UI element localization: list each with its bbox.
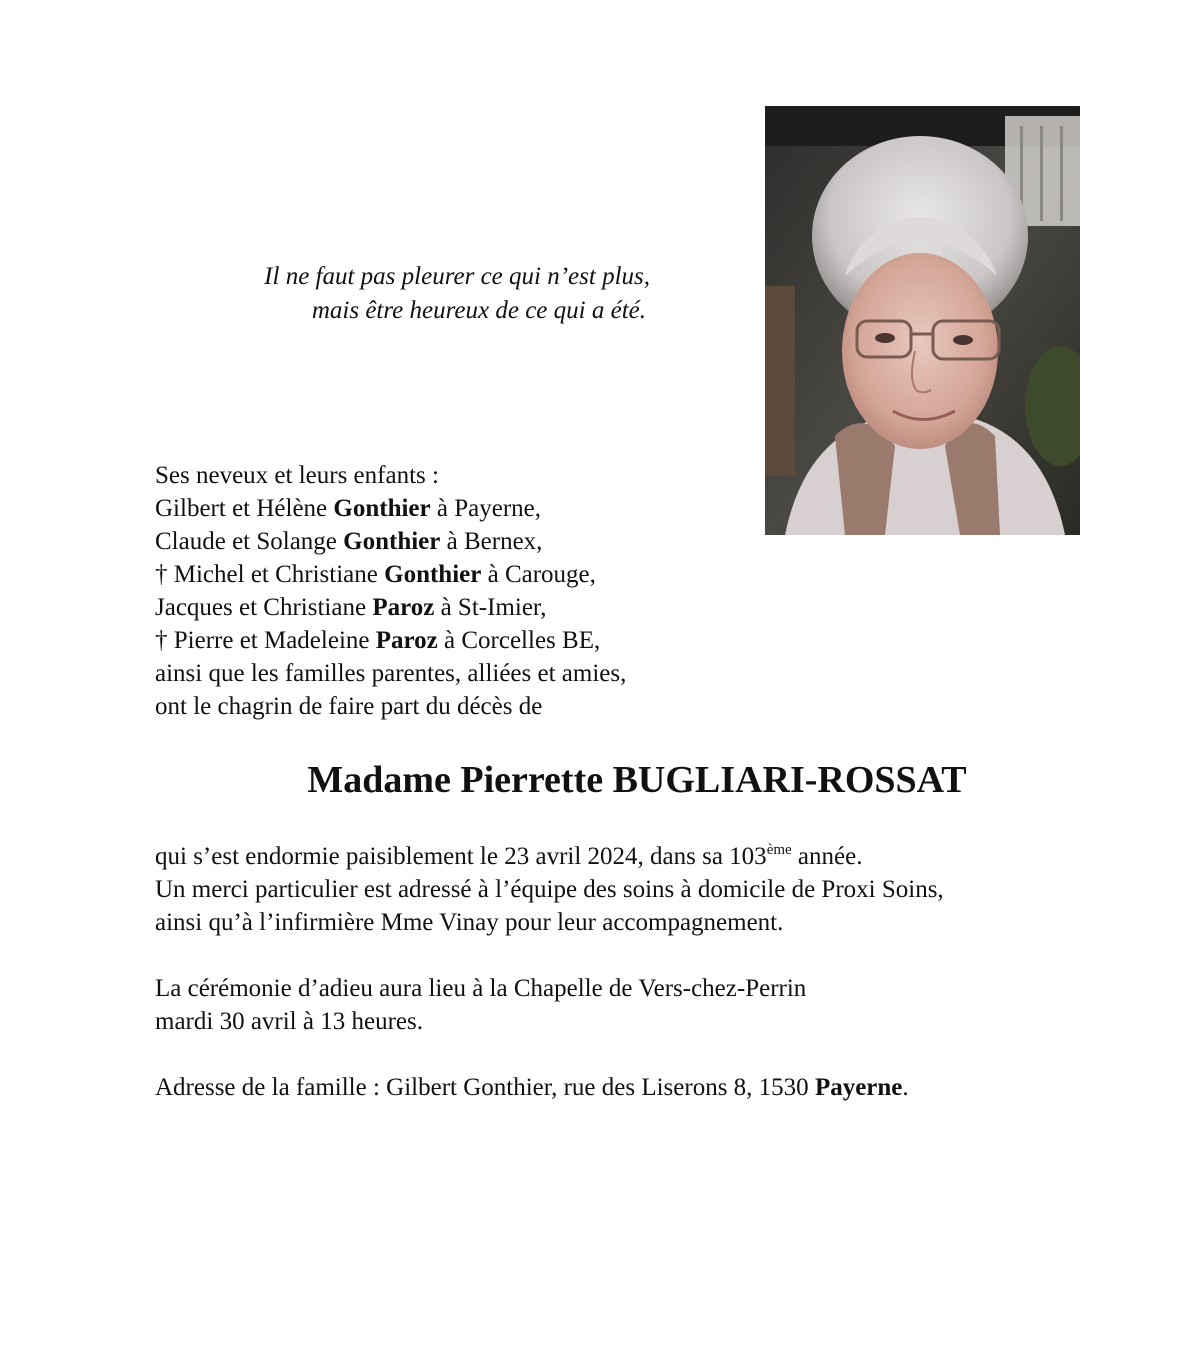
family-member (155, 525, 775, 558)
passing-date: qui s’est endormie paisiblement le 23 avril 2024, dans sa 103 (155, 843, 767, 870)
family-intro: Ses neveux et leurs enfants : (155, 462, 439, 489)
family-announcement (155, 459, 775, 723)
passing-paragraph (155, 840, 1115, 939)
notice-body (155, 840, 1115, 1137)
family-announce: ont le chagrin de faire part du décès de (155, 693, 543, 720)
ceremony-paragraph (155, 972, 1115, 1038)
member-names: Claude et Solange (155, 528, 344, 555)
quote-line-1: Il ne faut pas pleurer ce qui n’est plus, (264, 263, 650, 290)
member-names: † Pierre et Madeleine (155, 627, 376, 654)
address-city: Payerne (814, 1074, 903, 1101)
passing-line-3: ainsi qu’à l’infirmière Mme Vinay pour leur accompagnement. (155, 909, 784, 936)
member-surname: Gonthier (333, 495, 431, 522)
member-location: à Corcelles BE, (437, 627, 601, 654)
ceremony-line-2: mardi 30 avril à 13 heures. (155, 1008, 423, 1035)
member-names: Gilbert et Hélène (155, 495, 334, 522)
epigraph-quote (150, 260, 650, 328)
quote-line-2: mais être heureux de ce qui a été. (311, 297, 646, 324)
family-member (155, 492, 775, 525)
family-address (155, 1071, 1115, 1104)
passing-line-2: Un merci particulier est adressé à l’équipe des soins à domicile de Proxi Soins, (155, 876, 944, 903)
member-location: à Bernex, (440, 528, 543, 555)
family-relatives: ainsi que les familles parentes, alliées et amies, (155, 660, 627, 687)
family-member (155, 591, 775, 624)
passing-line-1 (155, 840, 1115, 873)
member-location: à Payerne, (430, 495, 541, 522)
member-location: à Carouge, (481, 561, 596, 588)
address-text: Adresse de la famille : Gilbert Gonthier, rue des Liserons 8, 1530 (155, 1074, 815, 1101)
deceased-name: Madame Pierrette BUGLIARI-ROSSAT (307, 759, 967, 801)
address-end: . (902, 1074, 909, 1101)
member-surname: Gonthier (384, 561, 482, 588)
family-member (155, 624, 775, 657)
ceremony-line-1: La cérémonie d’adieu aura lieu à la Chapelle de Vers-chez-Perrin (155, 975, 807, 1002)
address-paragraph (155, 1071, 1115, 1104)
portrait-photo (765, 106, 1080, 535)
passing-year-word: année. (791, 843, 863, 870)
member-surname: Paroz (375, 627, 438, 654)
member-names: † Michel et Christiane (155, 561, 385, 588)
member-location: à St-Imier, (434, 594, 547, 621)
ordinal-suffix: ème (766, 842, 792, 858)
member-surname: Gonthier (343, 528, 441, 555)
member-names: Jacques et Christiane (155, 594, 373, 621)
family-member (155, 558, 775, 591)
member-surname: Paroz (372, 594, 435, 621)
